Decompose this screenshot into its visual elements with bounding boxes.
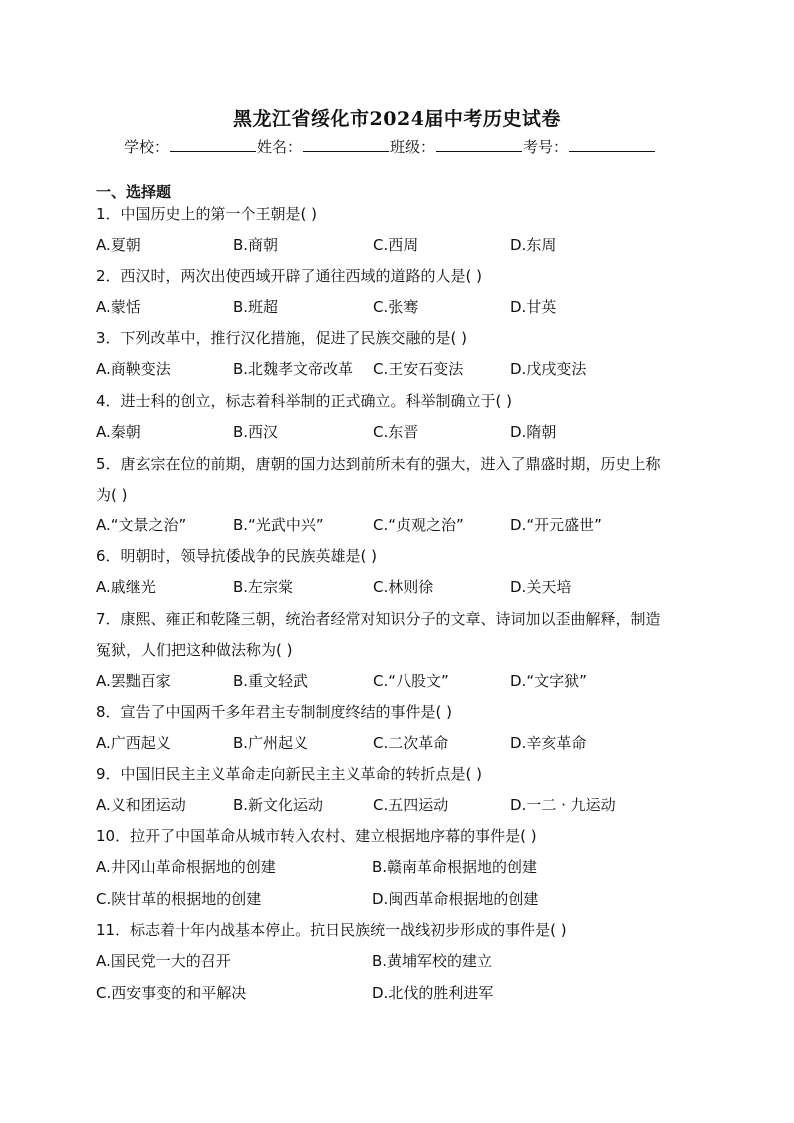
option: A.广西起义 [96, 734, 171, 752]
school-label: 学校： [124, 138, 170, 156]
option: C.五四运动 [373, 796, 449, 814]
option: A.蒙恬 [96, 298, 141, 316]
option: C.西周 [373, 236, 419, 254]
name-label: 姓名： [257, 138, 303, 156]
option: B.班超 [233, 298, 279, 316]
option: B.左宗棠 [233, 578, 294, 596]
section-heading: 一、选择题 [96, 183, 172, 201]
question-stem: 1．中国历史上的第一个王朝是( ) [96, 205, 318, 223]
option: A.罢黜百家 [96, 672, 171, 690]
option: D.辛亥革命 [510, 734, 587, 752]
option: B.重文轻武 [233, 672, 309, 690]
option: B.广州起义 [233, 734, 309, 752]
class-label: 班级： [390, 138, 436, 156]
option: B.商朝 [233, 236, 279, 254]
option: C.林则徐 [373, 578, 434, 596]
question-stem: 10．拉开了中国革命从城市转入农村、建立根据地序幕的事件是( ) [96, 827, 537, 845]
question-stem: 11．标志着十年内战基本停止。抗日民族统一战线初步形成的事件是( ) [96, 921, 567, 939]
option: A.国民党一大的召开 [96, 952, 231, 970]
option: B.西汉 [233, 423, 279, 441]
option: B.黄埔军校的建立 [372, 952, 493, 970]
student-info-line [124, 136, 656, 157]
option: D.一二 · 九运动 [510, 796, 616, 814]
option: C.王安石变法 [373, 360, 464, 378]
option: A.井冈山革命根据地的创建 [96, 858, 276, 876]
option: C.东晋 [373, 423, 419, 441]
option: C.张骞 [373, 298, 419, 316]
option: A.秦朝 [96, 423, 141, 441]
question-stem: 5．唐玄宗在位的前期，唐朝的国力达到前所未有的强大，进入了鼎盛时期，历史上称 [96, 455, 661, 473]
option: B.“光武中兴” [233, 516, 324, 534]
question-stem: 9．中国旧民主主义革命走向新民主主义革命的转折点是( ) [96, 765, 483, 783]
class-blank[interactable] [436, 136, 522, 152]
option: B.新文化运动 [233, 796, 324, 814]
question-stem: 8．宣告了中国两千多年君主专制制度终结的事件是( ) [96, 703, 453, 721]
option: C.“八股文” [373, 672, 449, 690]
option: D.“文字狱” [510, 672, 587, 690]
question-stem: 6．明朝时，领导抗倭战争的民族英雄是( ) [96, 547, 378, 565]
name-blank[interactable] [303, 136, 389, 152]
option: D.戊戌变法 [510, 360, 587, 378]
option: B.北魏孝文帝改革 [233, 360, 354, 378]
option: D.关天培 [510, 578, 572, 596]
question-stem: 2．西汉时，两次出使西域开辟了通往西域的道路的人是( ) [96, 267, 483, 285]
option: A.夏朝 [96, 236, 141, 254]
option: A.戚继光 [96, 578, 156, 596]
option: D.“开元盛世” [510, 516, 602, 534]
option: C.二次革命 [373, 734, 449, 752]
question-stem-continued: 为( ) [96, 486, 128, 504]
question-stem: 3．下列改革中，推行汉化措施，促进了民族交融的是( ) [96, 329, 468, 347]
option: C.陕甘革的根据地的创建 [96, 890, 262, 908]
option: A.“文景之治” [96, 516, 187, 534]
option: D.甘英 [510, 298, 557, 316]
option: D.东周 [510, 236, 557, 254]
option: A.义和团运动 [96, 796, 186, 814]
option: D.北伐的胜利进军 [372, 984, 494, 1002]
option: C.西安事变的和平解决 [96, 984, 247, 1002]
option: A.商鞅变法 [96, 360, 171, 378]
question-stem-continued: 冤狱，人们把这种做法称为( ) [96, 641, 293, 659]
option: D.隋朝 [510, 423, 557, 441]
option: B.赣南革命根据地的创建 [372, 858, 538, 876]
option: C.“贞观之治” [373, 516, 464, 534]
school-blank[interactable] [170, 136, 256, 152]
exam-number-label: 考号： [523, 138, 569, 156]
option: D.闽西革命根据地的创建 [372, 890, 539, 908]
page-title: 黑龙江省绥化市2024届中考历史试卷 [233, 108, 561, 130]
question-stem: 7．康熙、雍正和乾隆三朝，统治者经常对知识分子的文章、诗词加以歪曲解释，制造 [96, 610, 661, 628]
exam-number-blank[interactable] [569, 136, 655, 152]
question-stem: 4．进士科的创立，标志着科举制的正式确立。科举制确立于( ) [96, 392, 513, 410]
